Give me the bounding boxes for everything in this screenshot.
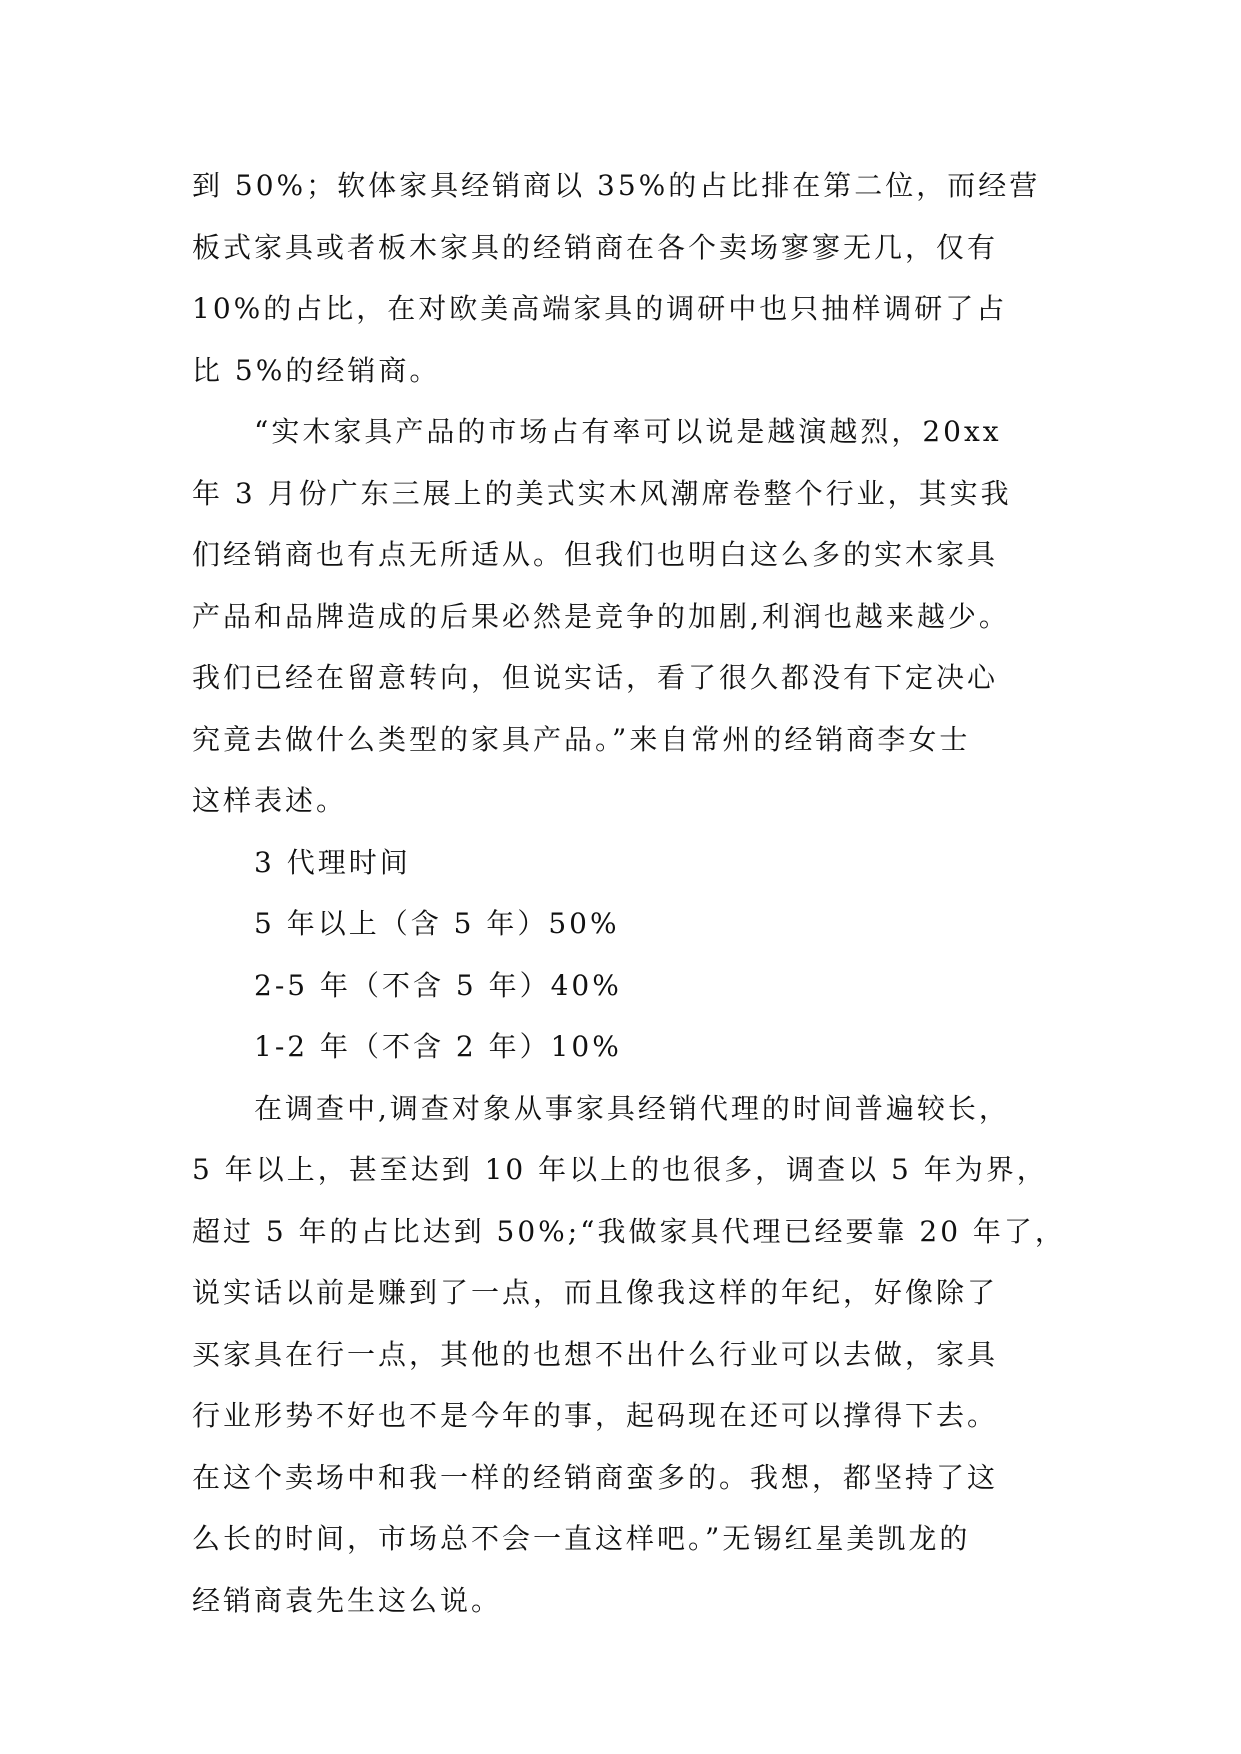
text-line: 超过 5 年的占比达到 50%;“我做家具代理已经要靠 20 年了， [192, 1214, 1066, 1248]
text-line: 在调查中,调查对象从事家具经销代理的时间普遍较长， [254, 1091, 1010, 1125]
text-line: 到 50%；软体家具经销商以 35%的占比排在第二位，而经营 [192, 169, 1041, 202]
text-line: 1-2 年（不含 2 年）10% [254, 1030, 622, 1063]
text-line: 说实话以前是赚到了一点，而且像我这样的年纪，好像除了 [192, 1276, 999, 1309]
text-line: 经销商袁先生这么说。 [192, 1583, 503, 1617]
text-line: 么长的时间，市场总不会一直这样吧。”无锡红星美凯龙的 [192, 1522, 971, 1555]
text-line: 5 年以上，甚至达到 10 年以上的也很多，调查以 5 年为界， [192, 1153, 1048, 1186]
text-line: 10%的占比，在对欧美高端家具的调研中也只抽样调研了占 [192, 292, 1008, 325]
text-line: 们经销商也有点无所适从。但我们也明白这么多的实木家具 [192, 538, 999, 571]
document-body [192, 155, 1074, 1631]
text-line: 比 5%的经销商。 [192, 353, 441, 387]
text-line: 5 年以上（含 5 年）50% [254, 907, 620, 940]
text-line: 我们已经在留意转向，但说实话，看了很久都没有下定决心 [192, 661, 999, 694]
text-line: 年 3 月份广东三展上的美式实木风潮席卷整个行业，其实我 [192, 476, 1012, 510]
text-line: 行业形势不好也不是今年的事，起码现在还可以撑得下去。 [192, 1399, 999, 1432]
text-line: 在这个卖场中和我一样的经销商蛮多的。我想，都坚持了这 [192, 1460, 999, 1494]
text-line: 这样表述。 [192, 784, 348, 817]
text-line: 买家具在行一点，其他的也想不出什么行业可以去做，家具 [192, 1337, 999, 1371]
text-line: 3 代理时间 [254, 845, 411, 879]
text-line: 板式家具或者板木家具的经销商在各个卖场寥寥无几，仅有 [192, 230, 999, 264]
text-line: 究竟去做什么类型的家具产品。”来自常州的经销商李女士 [192, 722, 971, 756]
text-line: 2-5 年（不含 5 年）40% [254, 968, 622, 1002]
text-line: 产品和品牌造成的后果必然是竞争的加剧,利润也越来越少。 [192, 599, 1010, 633]
text-line: “实木家具产品的市场占有率可以说是越演越烈，20xx [254, 415, 1002, 448]
